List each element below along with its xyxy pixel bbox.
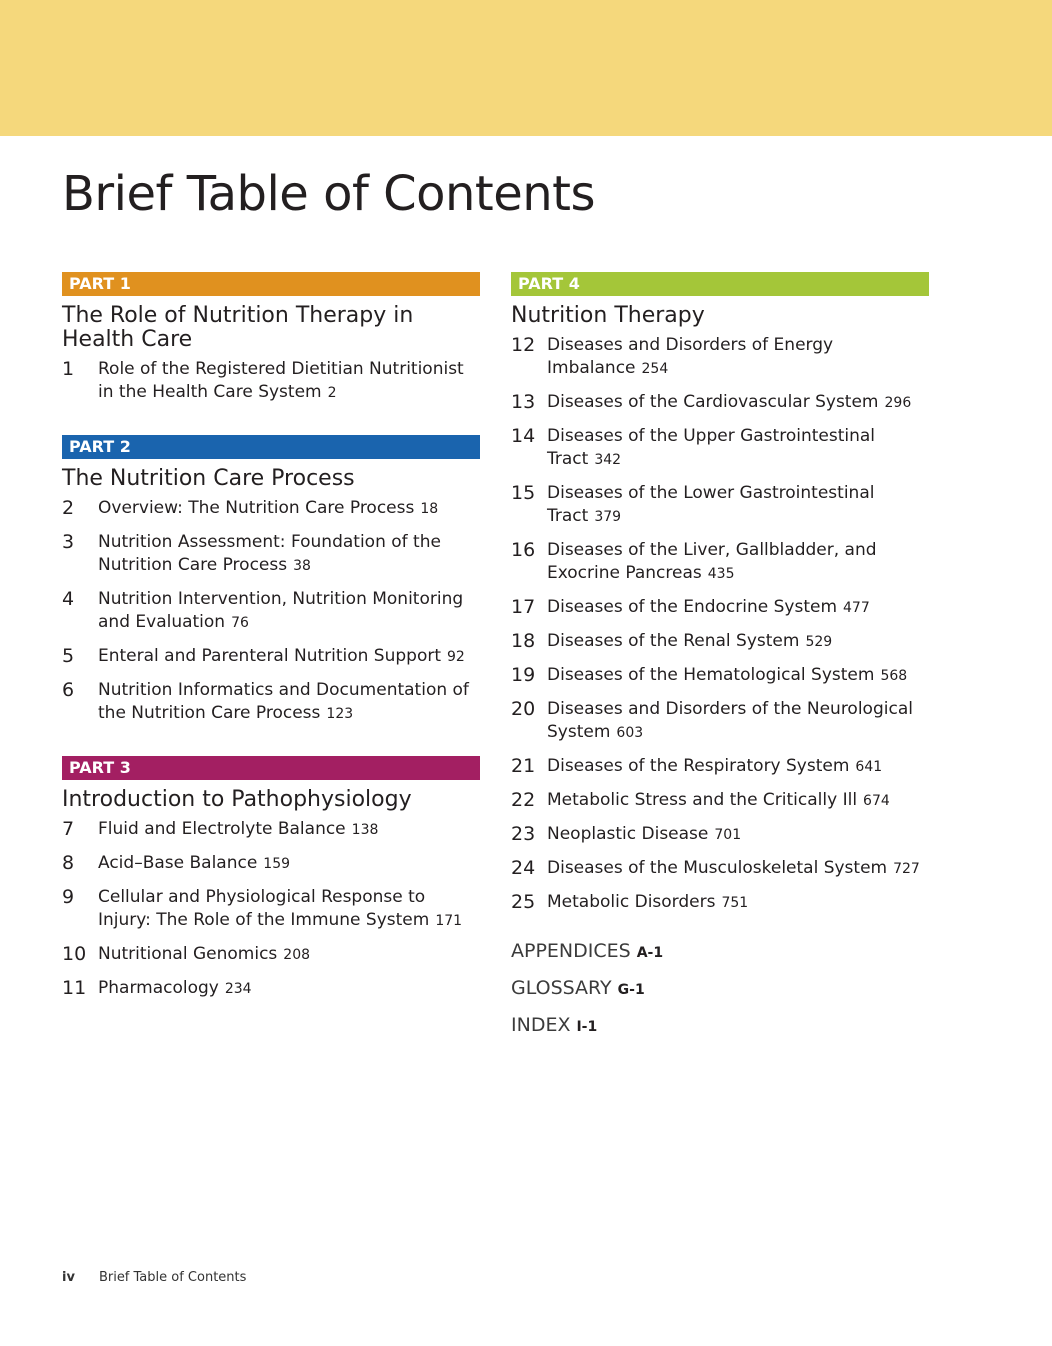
chapter-number: 23 — [511, 823, 536, 845]
chapter-page: 38 — [293, 558, 311, 574]
chapter-entry[interactable] — [62, 886, 480, 933]
part-label-bar: PART 3 — [62, 756, 480, 780]
chapter-number: 6 — [62, 679, 75, 701]
chapter-entry[interactable] — [511, 857, 929, 881]
page-number: iv — [62, 1270, 75, 1285]
chapter-entry[interactable] — [62, 588, 480, 635]
chapter-number: 7 — [62, 818, 75, 840]
back-matter-page: I-1 — [576, 1019, 598, 1035]
chapter-page: 641 — [855, 759, 883, 775]
chapter-title: Overview: The Nutrition Care Process — [98, 498, 415, 518]
chapter-number: 12 — [511, 334, 536, 356]
chapter-entry[interactable] — [62, 943, 480, 967]
part-title: Nutrition Therapy — [511, 303, 705, 328]
part-section — [511, 272, 929, 915]
chapter-entry[interactable] — [511, 755, 929, 779]
back-matter-item[interactable] — [511, 939, 929, 965]
back-matter-label: APPENDICES — [511, 940, 631, 962]
chapter-title: Diseases of the Lower Gastrointestinal Tract — [547, 483, 875, 526]
chapter-page: 159 — [263, 856, 291, 872]
chapter-number: 15 — [511, 482, 536, 504]
chapter-entry[interactable] — [511, 823, 929, 847]
chapter-title: Pharmacology — [98, 978, 219, 998]
chapter-number: 8 — [62, 852, 75, 874]
part-label-bar: PART 2 — [62, 435, 480, 459]
chapter-page: 234 — [224, 981, 252, 997]
chapter-title: Metabolic Stress and the Critically Ill — [547, 790, 858, 810]
part-section — [62, 435, 480, 726]
chapter-entry[interactable] — [62, 679, 480, 726]
chapter-page: 529 — [805, 634, 833, 650]
chapter-title: Diseases of the Musculoskeletal System — [547, 858, 888, 878]
chapter-entry[interactable] — [511, 664, 929, 688]
toc-left-column — [62, 272, 480, 1031]
chapter-entry[interactable] — [511, 334, 929, 381]
chapter-number: 2 — [62, 497, 75, 519]
chapter-entry[interactable] — [511, 789, 929, 813]
part-label-bar: PART 4 — [511, 272, 929, 296]
part-title: The Role of Nutrition Therapy in Health Care — [62, 303, 414, 352]
part-section — [62, 756, 480, 1001]
chapter-page: 171 — [435, 913, 463, 929]
chapter-title: Role of the Registered Dietitian Nutritionist in the Health Care System — [98, 359, 464, 402]
chapter-entry[interactable] — [511, 596, 929, 620]
chapter-entry[interactable] — [62, 531, 480, 578]
chapter-page: 123 — [326, 706, 354, 722]
chapter-number: 25 — [511, 891, 536, 913]
chapter-title: Diseases and Disorders of the Neurological System — [547, 699, 913, 742]
chapter-page: 477 — [843, 600, 870, 616]
chapter-entry[interactable] — [511, 482, 929, 529]
chapter-title: Diseases of the Endocrine System — [547, 597, 838, 617]
chapter-title: Diseases of the Liver, Gallbladder, and Exocrine Pancreas — [547, 540, 877, 583]
header-color-band — [0, 0, 1052, 136]
chapter-title: Fluid and Electrolyte Balance — [98, 819, 346, 839]
chapter-title: Diseases of the Cardiovascular System — [547, 392, 879, 412]
chapter-number: 14 — [511, 425, 536, 447]
chapter-entry[interactable] — [511, 425, 929, 472]
chapter-page: 727 — [893, 861, 920, 877]
chapter-number: 16 — [511, 539, 536, 561]
page-footer — [62, 1270, 246, 1285]
chapter-title: Nutritional Genomics — [98, 944, 278, 964]
chapter-entry[interactable] — [62, 645, 480, 669]
chapter-page: 379 — [594, 509, 622, 525]
chapter-title: Diseases and Disorders of Energy Imbalance — [547, 335, 834, 378]
chapter-page: 92 — [447, 649, 465, 665]
chapter-number: 19 — [511, 664, 536, 686]
chapter-page: 568 — [880, 668, 908, 684]
chapter-entry[interactable] — [511, 539, 929, 586]
chapter-number: 5 — [62, 645, 75, 667]
chapter-number: 11 — [62, 977, 87, 999]
chapter-number: 22 — [511, 789, 536, 811]
part-label-bar: PART 1 — [62, 272, 480, 296]
chapter-title: Enteral and Parenteral Nutrition Support — [98, 646, 442, 666]
back-matter-label: INDEX — [511, 1014, 571, 1036]
back-matter-page: G-1 — [617, 982, 645, 998]
chapter-title: Neoplastic Disease — [547, 824, 709, 844]
page-title: Brief Table of Contents — [62, 166, 595, 222]
chapter-title: Cellular and Physiological Response to Injury: The Role of the Immune System — [98, 887, 430, 930]
chapter-title: Metabolic Disorders — [547, 892, 716, 912]
chapter-number: 9 — [62, 886, 75, 908]
chapter-entry[interactable] — [62, 977, 480, 1001]
chapter-title: Acid–Base Balance — [98, 853, 258, 873]
back-matter-item[interactable] — [511, 1013, 929, 1039]
chapter-title: Nutrition Assessment: Foundation of the Nutrition Care Process — [98, 532, 441, 575]
chapter-page: 76 — [231, 615, 249, 631]
back-matter-page: A-1 — [636, 945, 664, 961]
chapter-title: Diseases of the Renal System — [547, 631, 800, 651]
chapter-number: 3 — [62, 531, 75, 553]
chapter-title: Diseases of the Hematological System — [547, 665, 875, 685]
back-matter-item[interactable] — [511, 976, 929, 1002]
chapter-page: 296 — [884, 395, 912, 411]
back-matter-label: GLOSSARY — [511, 977, 612, 999]
chapter-entry[interactable] — [511, 891, 929, 915]
chapter-page: 18 — [420, 501, 439, 517]
chapter-page: 342 — [594, 452, 622, 468]
chapter-number: 20 — [511, 698, 536, 720]
chapter-entry[interactable] — [511, 630, 929, 654]
chapter-entry[interactable] — [62, 497, 480, 521]
part-title: The Nutrition Care Process — [62, 466, 355, 491]
chapter-number: 24 — [511, 857, 536, 879]
chapter-number: 1 — [62, 358, 75, 380]
back-matter-list — [511, 939, 929, 1039]
chapter-number: 21 — [511, 755, 536, 777]
toc-right-column — [511, 272, 929, 1050]
chapter-title: Nutrition Intervention, Nutrition Monitoring and Evaluation — [98, 589, 464, 632]
chapter-entry[interactable] — [511, 698, 929, 745]
chapter-title: Diseases of the Respiratory System — [547, 756, 850, 776]
chapter-entry[interactable] — [62, 358, 480, 405]
chapter-entry[interactable] — [511, 391, 929, 415]
chapter-page: 674 — [863, 793, 890, 809]
chapter-entry[interactable] — [62, 818, 480, 842]
chapter-number: 4 — [62, 588, 75, 610]
chapter-page: 2 — [327, 385, 337, 401]
chapter-page: 701 — [714, 827, 742, 843]
chapter-page: 254 — [641, 361, 669, 377]
chapter-page: 751 — [721, 895, 749, 911]
chapter-number: 10 — [62, 943, 87, 965]
chapter-page: 208 — [283, 947, 311, 963]
chapter-number: 13 — [511, 391, 536, 413]
chapter-title: Diseases of the Upper Gastrointestinal Tract — [547, 426, 876, 469]
part-section — [62, 272, 480, 405]
chapter-page: 435 — [707, 566, 735, 582]
chapter-number: 17 — [511, 596, 536, 618]
chapter-page: 138 — [351, 822, 379, 838]
chapter-number: 18 — [511, 630, 536, 652]
running-head: Brief Table of Contents — [98, 1270, 247, 1285]
chapter-entry[interactable] — [62, 852, 480, 876]
chapter-title: Nutrition Informatics and Documentation of the Nutrition Care Process — [98, 680, 469, 723]
chapter-page: 603 — [616, 725, 644, 741]
part-title: Introduction to Pathophysiology — [62, 787, 412, 812]
